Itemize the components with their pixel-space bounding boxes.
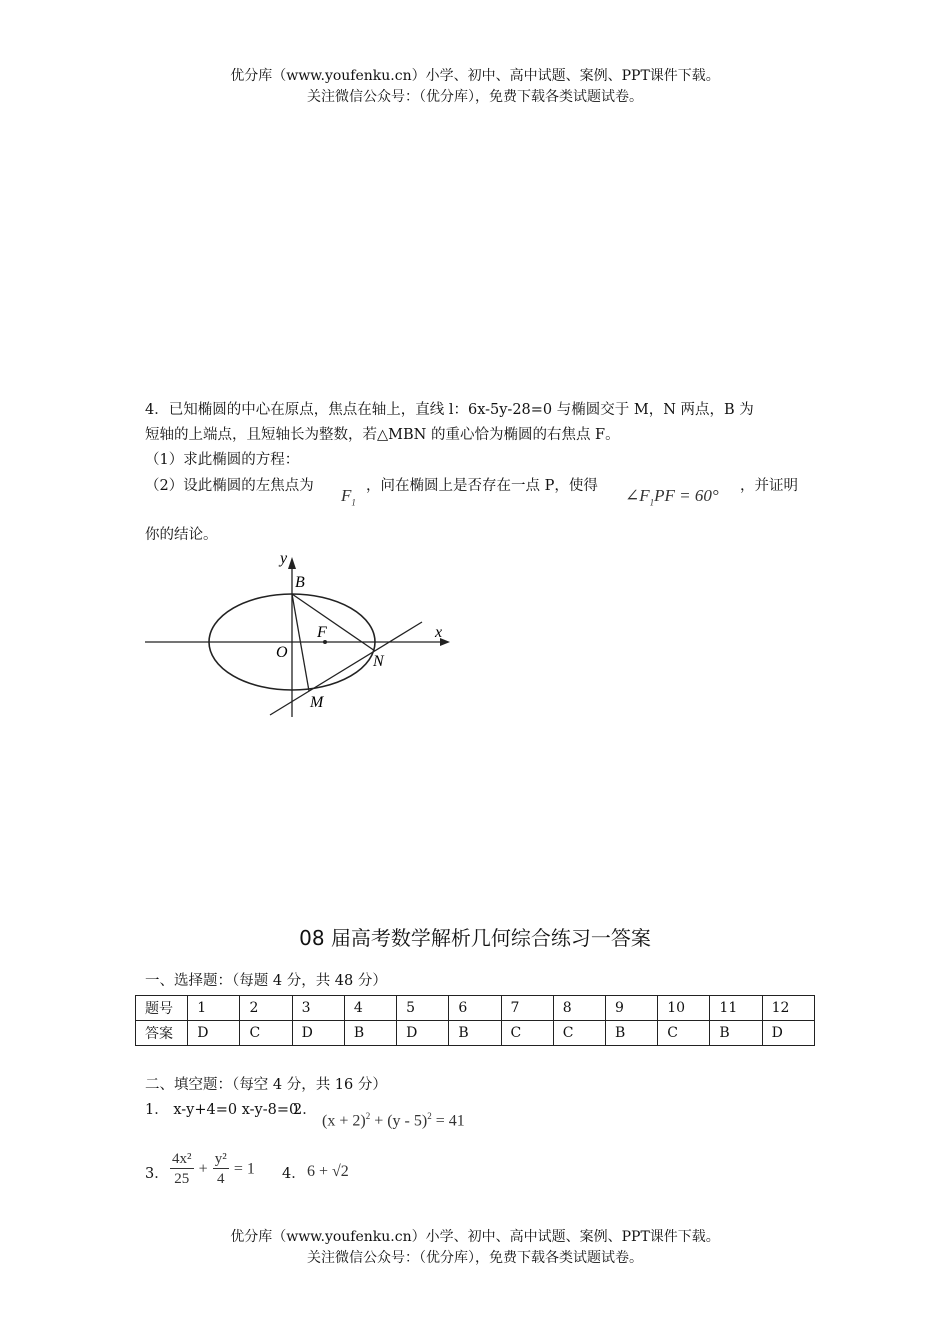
table-cell: B	[605, 1021, 657, 1046]
row-header-number: 题号	[136, 996, 188, 1021]
problem-4-part-2-text-a: （2）设此椭圆的左焦点为	[145, 478, 314, 494]
table-cell: 12	[762, 996, 814, 1021]
table-cell: B	[449, 1021, 501, 1046]
footer-line-2: 关注微信公众号：（优分库），免费下载各类试题试卷。	[307, 1250, 643, 1266]
line-l	[270, 622, 422, 715]
fraction-2: $\frac{\text{y²}}{4}$	[214, 1151, 227, 1187]
problem-4-part-2-text-c: ，并证明	[740, 478, 798, 494]
table-cell: 5	[397, 996, 449, 1021]
fill-1-prefix: 1．	[145, 1102, 169, 1118]
fill-4-answer: 6 + √2	[307, 1163, 349, 1180]
table-cell: 7	[501, 996, 553, 1021]
table-cell: 11	[710, 996, 762, 1021]
label-o: O	[276, 644, 288, 661]
problem-4-part-1: （1）求此椭圆的方程：	[145, 452, 300, 468]
fill-1	[145, 1098, 298, 1123]
label-n: N	[373, 653, 384, 670]
label-b: B	[295, 574, 305, 591]
table-cell: D	[188, 1021, 240, 1046]
table-cell: 2	[240, 996, 292, 1021]
header-line-1: 优分库（www.youfenku.cn）小学、初中、高中试题、案例、PPT课件下载。	[230, 68, 720, 84]
table-cell: C	[553, 1021, 605, 1046]
answer-table	[135, 995, 815, 1046]
table-cell: 6	[449, 996, 501, 1021]
label-x: x	[435, 624, 443, 641]
header-line-2: 关注微信公众号：（优分库），免费下载各类试题试卷。	[307, 89, 643, 105]
table-cell: 1	[188, 996, 240, 1021]
section-1-heading: 一、选择题：（每题 4 分，共 48 分）	[145, 973, 387, 989]
problem-4-line-1: 4．已知椭圆的中心在原点，焦点在轴上，直线 l：6x-5y-28=0 与椭圆交于 M，N 两点，B 为	[145, 402, 754, 418]
fill-2-answer: $(x + 2)^2 + (y - 5)^2 = 41$	[322, 1111, 465, 1130]
table-cell: 3	[292, 996, 344, 1021]
table-cell: 4	[344, 996, 396, 1021]
section-2-heading: 二、填空题：（每空 4 分，共 16 分）	[145, 1077, 387, 1093]
fill-1-answer: x-y+4=0 x-y-8=0	[173, 1102, 299, 1118]
table-cell: 9	[605, 996, 657, 1021]
label-y: y	[280, 550, 288, 567]
table-cell: C	[240, 1021, 292, 1046]
table-row-answers	[136, 1021, 815, 1046]
problem-4-line-2: 短轴的上端点，且短轴长为整数，若△MBN 的重心恰为椭圆的右焦点 F。	[145, 427, 620, 443]
fill-3-prefix: 3．	[145, 1166, 169, 1182]
table-cell: D	[292, 1021, 344, 1046]
problem-4-part-2-text-b: ，问在椭圆上是否存在一点 P，使得	[366, 478, 598, 494]
table-cell: C	[658, 1021, 710, 1046]
label-f: F	[317, 624, 327, 641]
table-cell: C	[501, 1021, 553, 1046]
footer-line-1: 优分库（www.youfenku.cn）小学、初中、高中试题、案例、PPT课件下载。	[230, 1229, 720, 1245]
fill-4-prefix: 4．	[282, 1166, 306, 1182]
answers-title: 08 届高考数学解析几何综合练习一答案	[299, 926, 651, 950]
fill-2-prefix: 2．	[293, 1102, 317, 1118]
table-cell: B	[710, 1021, 762, 1046]
fill-3-answer: $\frac{\text{4x²}}{25}$ + $\frac{\text{y²}}{4}$ = 1	[172, 1151, 255, 1187]
y-axis-arrow	[288, 557, 296, 569]
f1-symbol: $F_1$	[341, 486, 356, 508]
ellipse-figure	[140, 545, 460, 725]
row-header-answer: 答案	[136, 1021, 188, 1046]
fraction-1: $\frac{\text{4x²}}{25}$	[172, 1151, 192, 1187]
table-row-numbers	[136, 996, 815, 1021]
table-cell: 8	[553, 996, 605, 1021]
problem-4-part-2-text-d: 你的结论。	[145, 527, 218, 543]
label-m: M	[310, 694, 324, 711]
table-cell: D	[397, 1021, 449, 1046]
angle-expression: $\angle F_1PF = 60^\circ$	[625, 486, 719, 508]
table-cell: B	[344, 1021, 396, 1046]
table-cell: 10	[658, 996, 710, 1021]
table-cell: D	[762, 1021, 814, 1046]
